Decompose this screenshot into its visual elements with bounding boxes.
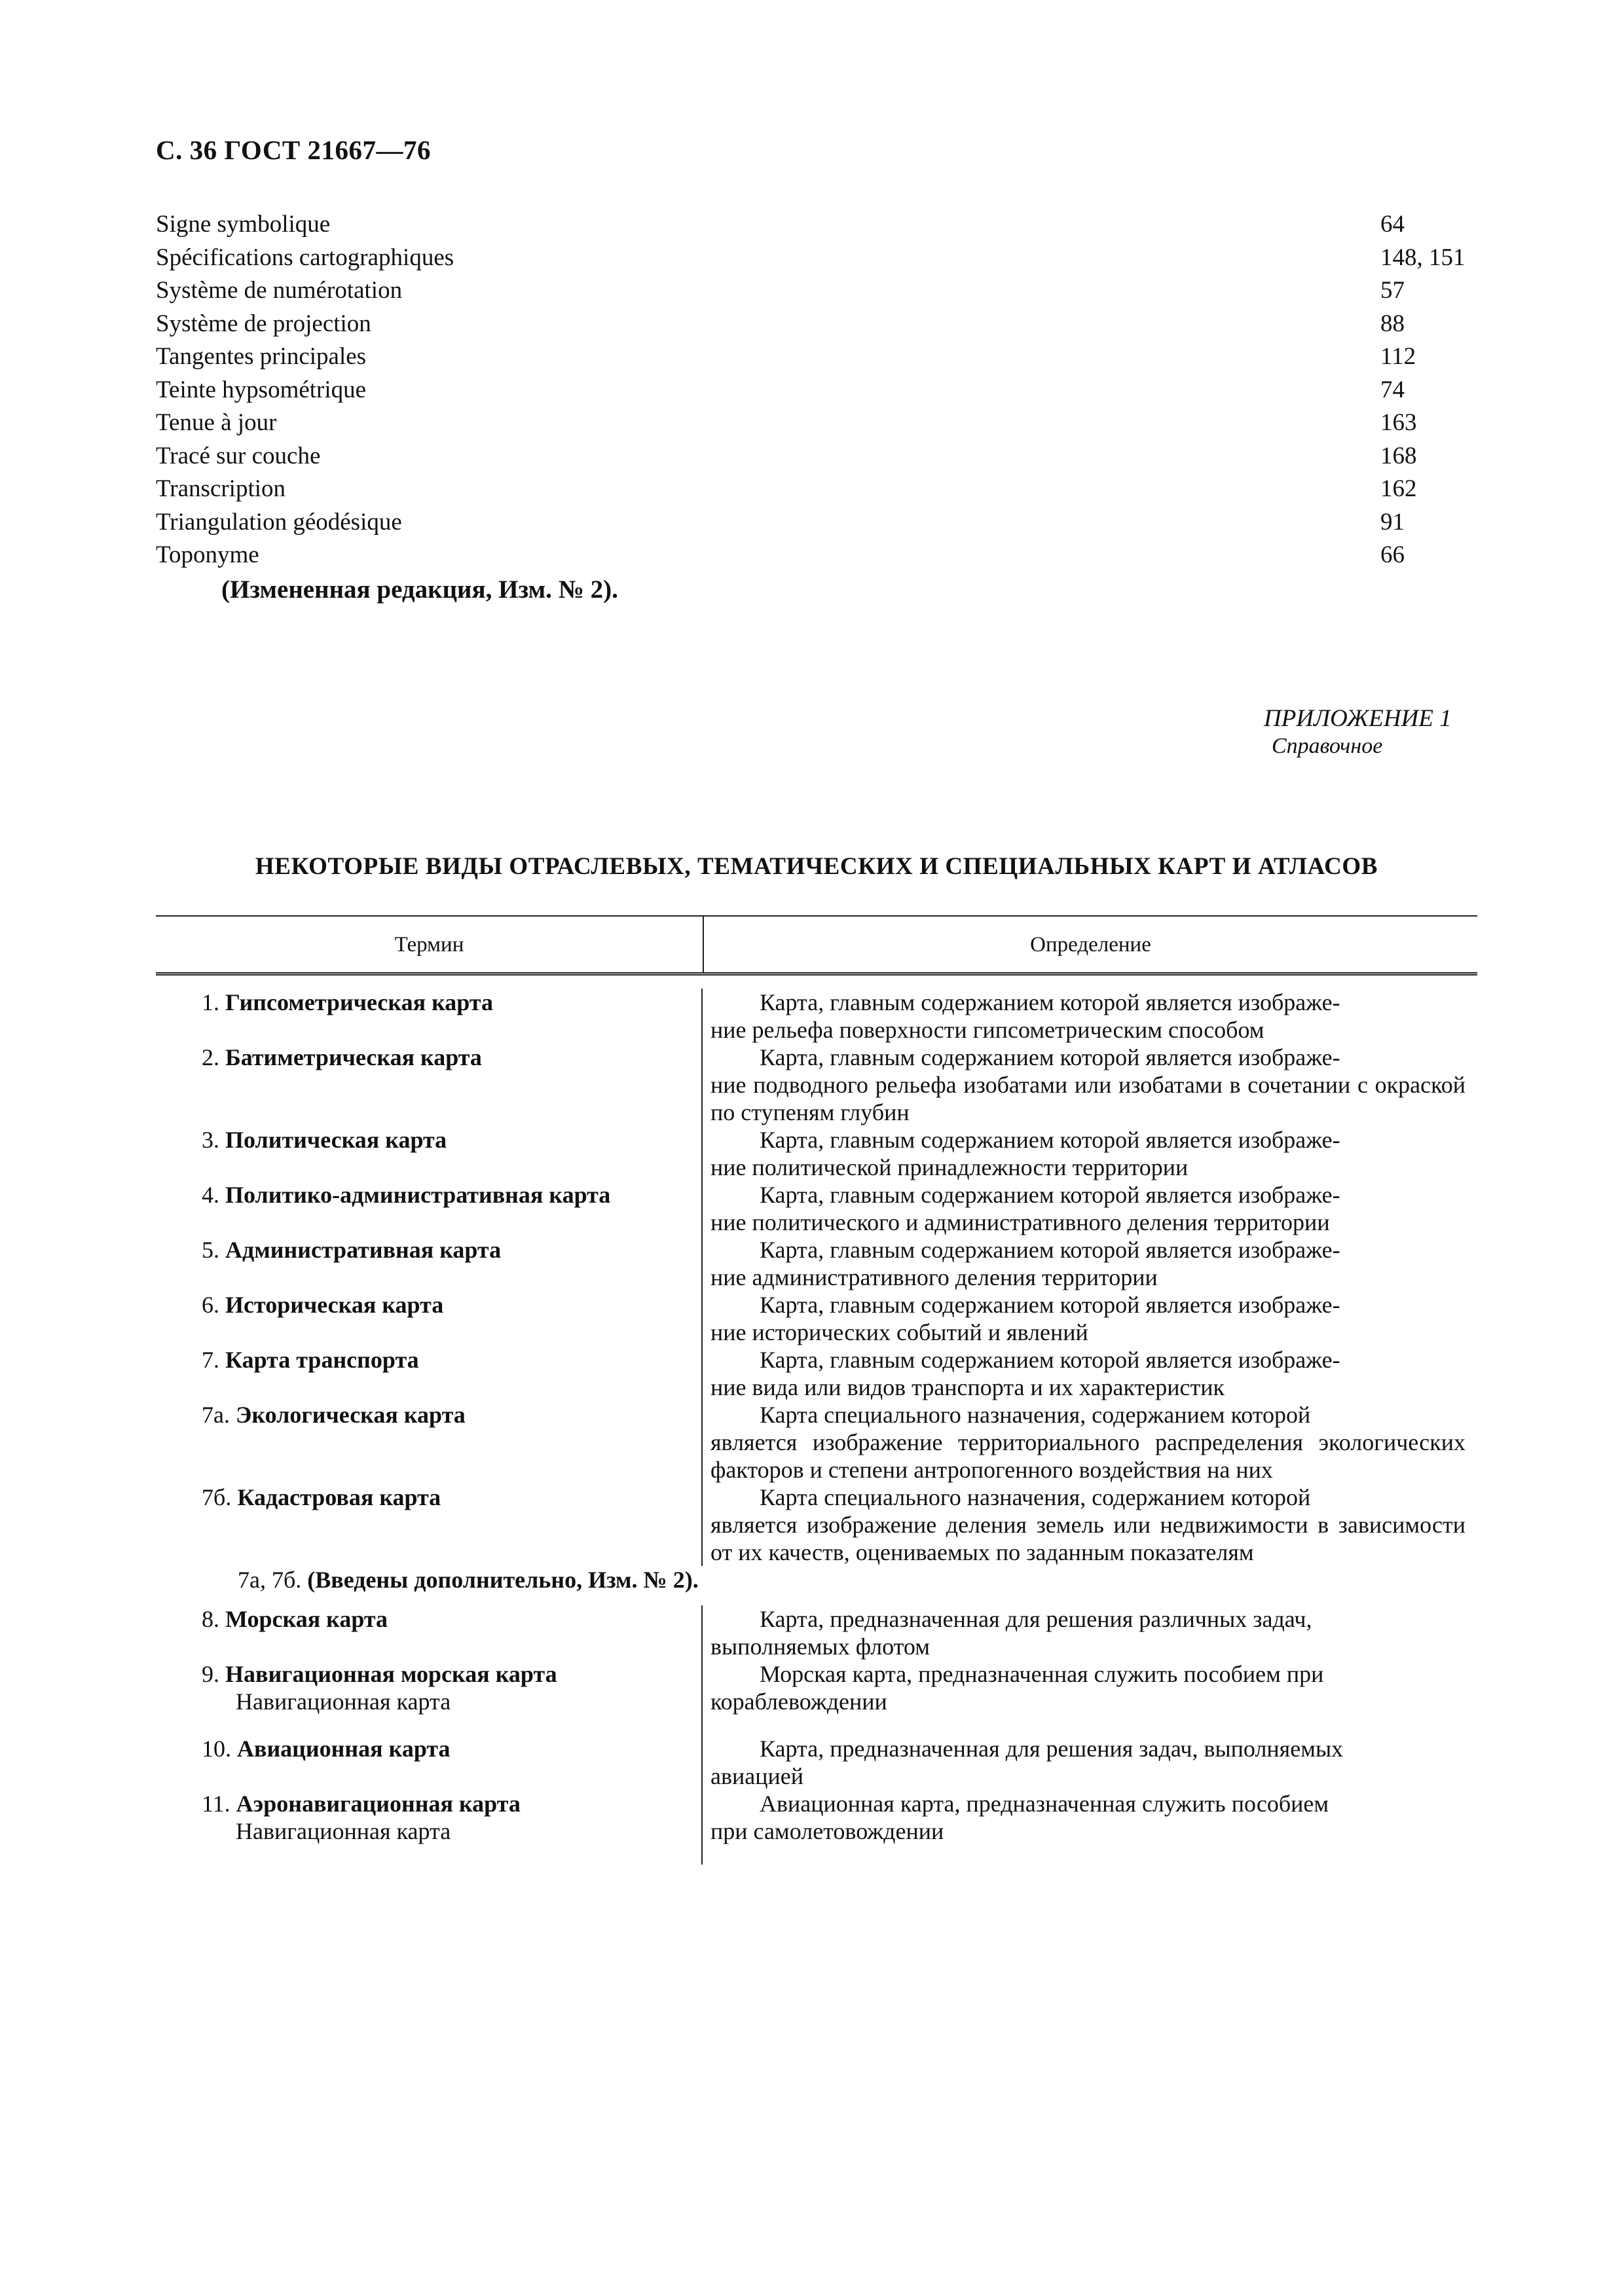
appendix-subtitle: Справочное — [1272, 734, 1383, 758]
definition-cell — [703, 1484, 1477, 1566]
term-cell — [156, 1236, 703, 1291]
definition-cell — [703, 1605, 1477, 1660]
index-row — [156, 407, 1479, 440]
term-number: 6. — [202, 1292, 219, 1318]
index-page: 74 — [1380, 376, 1405, 403]
column-header-term: Термин — [156, 917, 704, 972]
index-list — [156, 208, 1479, 572]
index-page: 163 — [1380, 409, 1417, 436]
index-row — [156, 539, 1479, 572]
term-synonym: Навигационная карта — [236, 1818, 451, 1844]
definition-continuation: ние политической принадлежности территории — [710, 1154, 1189, 1180]
index-term: Tracé sur couche — [156, 442, 321, 469]
definition-first-line: Карта, главным содержанием которой является изображе- — [760, 1237, 1340, 1263]
term-cell — [156, 1291, 703, 1346]
index-page: 168 — [1380, 442, 1417, 469]
definition-continuation: кораблевождении — [710, 1688, 887, 1715]
term-number: 5. — [202, 1237, 219, 1263]
index-page: 66 — [1380, 541, 1405, 568]
definition-cell — [703, 1790, 1477, 1865]
term-number: 1. — [202, 989, 219, 1015]
definition-cell — [703, 1346, 1477, 1401]
definition-first-line: Карта, главным содержанием которой является изображе- — [760, 1044, 1340, 1070]
term-number: 11. — [202, 1791, 230, 1817]
definition-cell — [703, 1401, 1477, 1484]
definition-continuation: ние административного деления территории — [710, 1264, 1158, 1290]
term-name: Гипсометрическая карта — [225, 989, 493, 1015]
table-header — [156, 915, 1477, 975]
definition-first-line: Карта, главным содержанием которой является изображе- — [760, 1292, 1340, 1318]
terms-table — [156, 915, 1477, 1865]
index-row — [156, 440, 1479, 473]
term-cell — [156, 1181, 703, 1236]
table-row — [156, 1346, 1477, 1401]
term-cell — [156, 1660, 703, 1735]
table-row — [156, 1291, 1477, 1346]
term-name: Экологическая карта — [235, 1402, 466, 1428]
term-name: Кадастровая карта — [237, 1484, 441, 1510]
table-row — [156, 1484, 1477, 1566]
term-number: 7а. — [202, 1402, 230, 1428]
term-name: Морская карта — [225, 1606, 388, 1632]
definition-cell — [703, 1236, 1477, 1291]
table-row — [156, 1605, 1477, 1660]
index-term: Spécifications cartographiques — [156, 244, 454, 271]
definition-cell — [703, 989, 1477, 1044]
definition-continuation: ние подводного рельефа изобатами или изобатами в сочетании с окраской по ступеням глубин — [710, 1072, 1465, 1125]
page-header: С. 36 ГОСТ 21667—76 — [156, 135, 432, 165]
index-term: Système de projection — [156, 310, 371, 337]
term-number: 3. — [202, 1127, 219, 1153]
definition-first-line: Морская карта, предназначенная служить пособием при — [760, 1661, 1324, 1687]
appendix-label — [1264, 705, 1452, 760]
index-page: 57 — [1380, 277, 1405, 304]
table-row — [156, 1236, 1477, 1291]
term-cell — [156, 989, 703, 1044]
term-name: Политическая карта — [225, 1127, 447, 1153]
term-name: Административная карта — [225, 1237, 502, 1263]
term-number: 7б. — [202, 1484, 232, 1510]
term-number: 9. — [202, 1661, 219, 1687]
definition-continuation: ние исторических событий и явлений — [710, 1319, 1088, 1345]
amendment-text: (Введены дополнительно, Изм. № 2). — [307, 1567, 699, 1593]
table-title: НЕКОТОРЫЕ ВИДЫ ОТРАСЛЕВЫХ, ТЕМАТИЧЕСКИХ И СПЕЦИАЛЬНЫХ КАРТ И АТЛАСОВ — [255, 853, 1378, 880]
term-cell — [156, 1484, 703, 1566]
term-synonym: Навигационная карта — [236, 1688, 451, 1715]
definition-first-line: Карта, главным содержанием которой является изображе- — [760, 1347, 1340, 1373]
definition-first-line: Карта, предназначенная для решения различных задач, — [760, 1606, 1312, 1632]
definition-continuation: ние рельефа поверхности гипсометрическим способом — [710, 1017, 1264, 1043]
table-row — [156, 1126, 1477, 1181]
definition-cell — [703, 1181, 1477, 1236]
index-term: Système de numérotation — [156, 277, 403, 304]
index-page: 64 — [1380, 211, 1405, 238]
term-name: Политико-административная карта — [225, 1182, 611, 1208]
index-page: 162 — [1380, 475, 1417, 502]
table-row — [156, 1044, 1477, 1126]
term-cell — [156, 1044, 703, 1126]
term-name: Аэронавигационная карта — [236, 1791, 521, 1817]
term-cell — [156, 1605, 703, 1660]
term-cell — [156, 1735, 703, 1790]
definition-first-line: Карта, предназначенная для решения задач, выполняемых — [760, 1736, 1344, 1762]
term-cell — [156, 1790, 703, 1865]
index-row — [156, 374, 1479, 407]
term-number: 2. — [202, 1044, 219, 1070]
definition-first-line: Карта специального назначения, содержанием которой — [760, 1402, 1311, 1428]
definition-first-line: Карта, главным содержанием которой является изображе- — [760, 989, 1340, 1015]
term-name: Навигационная морская карта — [225, 1661, 557, 1687]
definition-continuation: является изображение территориального распределения экологических факторов и степени антропогенного воздействия на них — [710, 1429, 1465, 1483]
term-name: Историческая карта — [225, 1292, 444, 1318]
index-term: Tenue à jour — [156, 409, 277, 436]
table-row — [156, 1181, 1477, 1236]
index-page: 148, 151 — [1380, 244, 1465, 271]
definition-first-line: Карта специального назначения, содержанием которой — [760, 1484, 1311, 1510]
table-row — [156, 1735, 1477, 1790]
index-page: 91 — [1380, 508, 1405, 536]
term-number: 8. — [202, 1606, 219, 1632]
table-row — [156, 1660, 1477, 1735]
term-number: 10. — [202, 1736, 231, 1762]
index-row — [156, 340, 1479, 374]
term-cell — [156, 1346, 703, 1401]
table-body — [156, 975, 1477, 1865]
index-row — [156, 473, 1479, 506]
index-row — [156, 208, 1479, 242]
term-name: Карта транспорта — [225, 1347, 419, 1373]
definition-first-line: Карта, главным содержанием которой является изображе- — [760, 1182, 1340, 1208]
column-header-definition: Определение — [1030, 933, 1151, 957]
index-term: Tangentes principales — [156, 343, 367, 370]
term-cell — [156, 1126, 703, 1181]
amendment-note: (Измененная редакция, Изм. № 2). — [221, 575, 618, 604]
definition-continuation: является изображение деления земель или недвижимости в зависимости от их качеств, оцениваемых по заданным показателям — [710, 1512, 1465, 1565]
definition-cell — [703, 1044, 1477, 1126]
term-number: 7. — [202, 1347, 219, 1373]
term-number: 4. — [202, 1182, 219, 1208]
table-row — [156, 975, 1477, 1044]
amendment-row — [156, 1566, 1477, 1605]
index-page: 112 — [1380, 343, 1416, 370]
index-term: Toponyme — [156, 541, 259, 568]
definition-continuation: авиацией — [710, 1763, 803, 1789]
index-term: Signe symbolique — [156, 211, 331, 238]
definition-first-line: Авиационная карта, предназначенная служить пособием — [760, 1791, 1329, 1817]
definition-cell — [703, 1735, 1477, 1790]
table-row — [156, 1790, 1477, 1865]
term-name: Батиметрическая карта — [225, 1044, 482, 1070]
amendment-prefix: 7а, 7б. — [238, 1567, 302, 1593]
term-cell — [156, 1401, 703, 1484]
definition-continuation: ние вида или видов транспорта и их характеристик — [710, 1374, 1225, 1400]
index-term: Triangulation géodésique — [156, 508, 402, 536]
table-row — [156, 1401, 1477, 1484]
index-row — [156, 308, 1479, 341]
definition-cell — [703, 1126, 1477, 1181]
index-row — [156, 242, 1479, 275]
index-page: 88 — [1380, 310, 1405, 337]
definition-cell — [703, 1291, 1477, 1346]
index-row — [156, 506, 1479, 539]
index-term: Teinte hypsométrique — [156, 376, 367, 403]
definition-cell — [703, 1660, 1477, 1735]
index-row — [156, 274, 1479, 308]
definition-first-line: Карта, главным содержанием которой является изображе- — [760, 1127, 1340, 1153]
definition-continuation: выполняемых флотом — [710, 1633, 930, 1660]
term-name: Авиационная карта — [237, 1736, 451, 1762]
definition-continuation: при самолетовождении — [710, 1818, 944, 1844]
index-term: Transcription — [156, 475, 286, 502]
appendix-title: ПРИЛОЖЕНИЕ 1 — [1264, 705, 1452, 732]
definition-continuation: ние политического и административного деления территории — [710, 1209, 1330, 1235]
